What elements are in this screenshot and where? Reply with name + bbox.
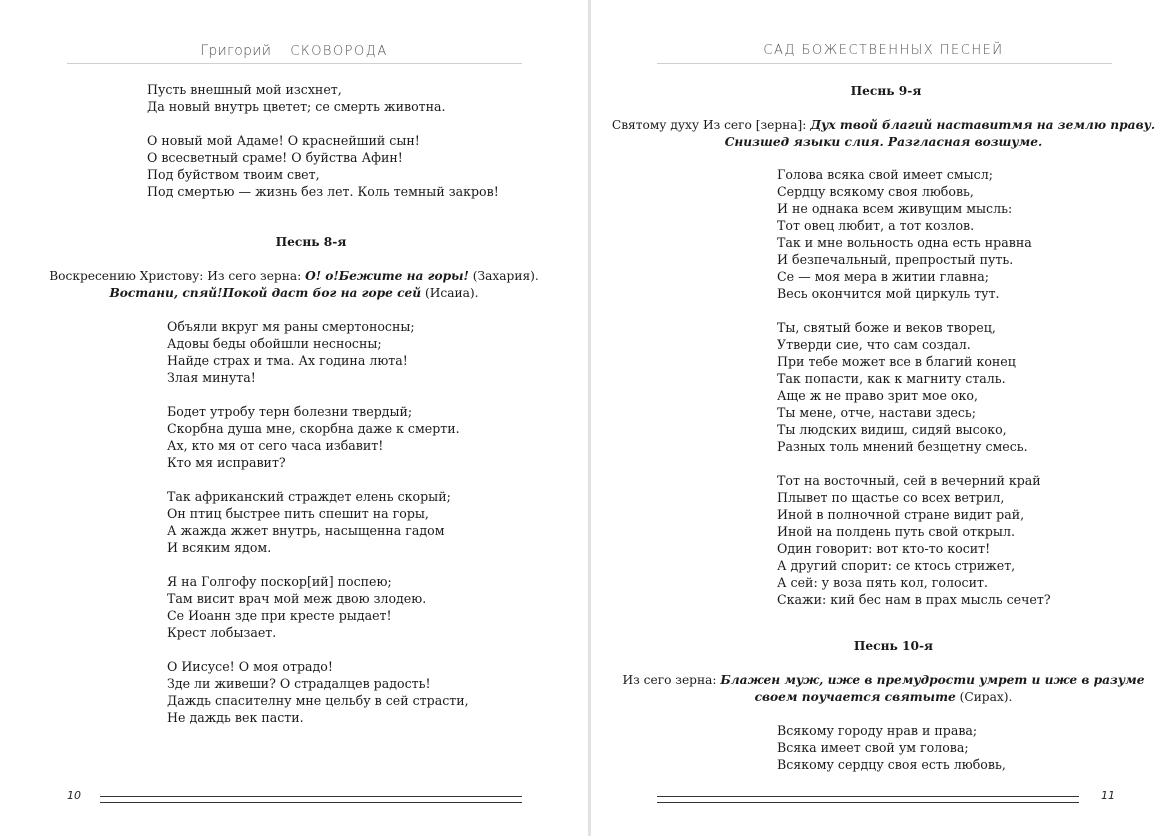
dedication-quote-2: своем поучается святыте bbox=[754, 690, 956, 704]
dedication-source-1: (Захария). bbox=[468, 269, 539, 283]
verse-line: Он птиц быстрее пить спешит на горы, bbox=[167, 506, 429, 521]
verse-line: Ты мене, отче, настави здесь; bbox=[777, 405, 977, 420]
verse-line: Так и мне вольность одна есть нравна bbox=[777, 235, 1032, 250]
verse-line: Так африканский страждет елень скорый; bbox=[167, 489, 451, 504]
song-9-stanzas bbox=[777, 166, 1051, 608]
verse-line: Ты людских видиш, сидяй высоко, bbox=[777, 422, 1007, 437]
verse-line: Под смертью — жизнь без лет. Коль темный закров! bbox=[147, 184, 499, 199]
dedication-quote-1: Дух твой благий наставитмя на землю праву. bbox=[810, 118, 1156, 132]
verse-line: Крест лобызает. bbox=[167, 625, 277, 640]
dedication-source-2: (Исаиа). bbox=[421, 286, 479, 300]
page-number-right: 11 bbox=[1101, 789, 1115, 802]
verse-line: А сей: у воза пять кол, голосит. bbox=[777, 575, 988, 590]
verse-line: Иной в полночной стране видит рай, bbox=[777, 507, 1025, 522]
verse-line: Тот на восточный, сей в вечерний край bbox=[777, 473, 1041, 488]
right-page bbox=[591, 0, 1176, 836]
verse-line: Я на Голгофу поскор[ий] поспею; bbox=[167, 574, 392, 589]
verse-line: Се — моя мера в житии главна; bbox=[777, 269, 990, 284]
verse-line: Пусть внешный мой изсхнет, bbox=[147, 82, 342, 97]
verse-line: А другий спорит: се ктось стрижет, bbox=[777, 558, 1016, 573]
stanza-gap bbox=[777, 455, 1051, 472]
page-number-left: 10 bbox=[67, 789, 81, 802]
header-rule bbox=[67, 63, 522, 64]
dedication-source-2: (Сирах). bbox=[955, 690, 1013, 704]
verse-line: Всяка имеет свой ум голова; bbox=[777, 740, 969, 755]
dedication-quote-1: Блажен муж, иже в премудрости умрет и иже в разуме bbox=[720, 673, 1145, 687]
verse-line: Всякому городу нрав и права; bbox=[777, 723, 978, 738]
verse-line: Голова всяка свой имеет смысл; bbox=[777, 167, 993, 182]
intro-stanzas bbox=[147, 81, 499, 200]
verse-line: Аще ж не право зрит мое око, bbox=[777, 388, 978, 403]
verse-line: Скорбна душа мне, скорбна даже к смерти. bbox=[167, 421, 460, 436]
stanza-gap bbox=[147, 115, 499, 132]
song-8-dedication bbox=[0, 268, 588, 302]
verse-line: Скажи: кий бес нам в прах мысль сечет? bbox=[777, 592, 1051, 607]
verse-line: Всякому сердцу своя есть любовь, bbox=[777, 757, 1006, 772]
verse-line: Злая минута! bbox=[167, 370, 256, 385]
song-10-title: Песнь 10-я bbox=[853, 639, 934, 653]
verse-line: Ты, святый боже и веков творец, bbox=[777, 320, 996, 335]
verse-line: Адовы беды обойшли несносны; bbox=[167, 336, 382, 351]
footer-rule-left bbox=[100, 796, 522, 803]
verse-line: При тебе может все в благий конец bbox=[777, 354, 1016, 369]
stanza-gap bbox=[167, 386, 469, 403]
stanza-gap bbox=[167, 471, 469, 488]
verse-line: О Иисусе! О моя отрадо! bbox=[167, 659, 333, 674]
verse-line: Объяли вкруг мя раны смертоносны; bbox=[167, 319, 415, 334]
stanza-gap bbox=[167, 641, 469, 658]
song-8-title: Песнь 8-я bbox=[275, 235, 347, 249]
verse-line: Тот овец любит, а тот козлов. bbox=[777, 218, 975, 233]
verse-line: Не даждь век пасти. bbox=[167, 710, 304, 725]
verse-line: Ах, кто мя от сего часа избавит! bbox=[167, 438, 384, 453]
verse-line: Так попасти, как к магниту сталь. bbox=[777, 371, 1006, 386]
verse-line: И не однака всем живущим мысль: bbox=[777, 201, 1013, 216]
song-8-stanzas bbox=[167, 318, 469, 726]
stanza-gap bbox=[167, 556, 469, 573]
verse-line: А жажда жжет внутрь, насыщенна гадом bbox=[167, 523, 445, 538]
verse-line: Разных толь мнений безщетну смесь. bbox=[777, 439, 1028, 454]
verse-line: Там висит врач мой меж двою злодею. bbox=[167, 591, 427, 606]
dedication-lead: Святому духу Из сего [зерна]: bbox=[611, 118, 811, 132]
dedication-quote-2: Снизшед языки слия. Разгласная возшуме. bbox=[724, 135, 1043, 149]
footer-rule-right bbox=[657, 796, 1079, 803]
song-9-title: Песнь 9-я bbox=[850, 84, 922, 98]
verse-line: И всяким ядом. bbox=[167, 540, 272, 555]
verse-line: И безпечальный, препростый путь. bbox=[777, 252, 1014, 267]
verse-line: Сердцу всякому своя любовь, bbox=[777, 184, 974, 199]
header-rule bbox=[657, 63, 1112, 64]
song-10-dedication bbox=[591, 672, 1176, 706]
verse-line: Зде ли живеши? О страдалцев радость! bbox=[167, 676, 431, 691]
verse-line: Даждь спасителну мне цельбу в сей страсти, bbox=[167, 693, 469, 708]
verse-line: Плывет по щастье со всех ветрил, bbox=[777, 490, 1005, 505]
verse-line: Се Иоанн зде при кресте рыдает! bbox=[167, 608, 392, 623]
verse-line: Кто мя исправит? bbox=[167, 455, 286, 470]
verse-line: Бодет утробу терн болезни твердый; bbox=[167, 404, 413, 419]
author-first-name: Григорий bbox=[200, 43, 272, 59]
running-head-author bbox=[0, 43, 588, 59]
dedication-lead: Воскресению Христову: Из сего зерна: bbox=[49, 269, 306, 283]
song-10-stanzas bbox=[777, 722, 1006, 773]
running-head-title: САД БОЖЕСТВЕННЫХ ПЕСНЕЙ bbox=[763, 43, 1004, 58]
author-last-name: СКОВОРОДА bbox=[290, 44, 388, 59]
verse-line: Иной на полдень путь свой открыл. bbox=[777, 524, 1015, 539]
verse-line: Один говорит: вот кто-то косит! bbox=[777, 541, 991, 556]
dedication-quote-1: О! о!Бежите на горы! bbox=[305, 269, 469, 283]
dedication-lead: Из сего зерна: bbox=[622, 673, 721, 687]
verse-line: Утверди сие, что сам создал. bbox=[777, 337, 971, 352]
dedication-quote-2: Востани, спяй!Покой даст бог на горе сей bbox=[109, 286, 422, 300]
verse-line: Да новый внутрь цветет; се смерть животна. bbox=[147, 99, 446, 114]
verse-line: О новый мой Адаме! О краснейший сын! bbox=[147, 133, 420, 148]
song-9-dedication bbox=[591, 117, 1176, 151]
stanza-gap bbox=[777, 302, 1051, 319]
verse-line: Под буйством твоим свет, bbox=[147, 167, 320, 182]
verse-line: Найде страх и тма. Ах година люта! bbox=[167, 353, 408, 368]
verse-line: Весь окончится мой циркуль тут. bbox=[777, 286, 1000, 301]
verse-line: О всесветный сраме! О буйства Афин! bbox=[147, 150, 403, 165]
